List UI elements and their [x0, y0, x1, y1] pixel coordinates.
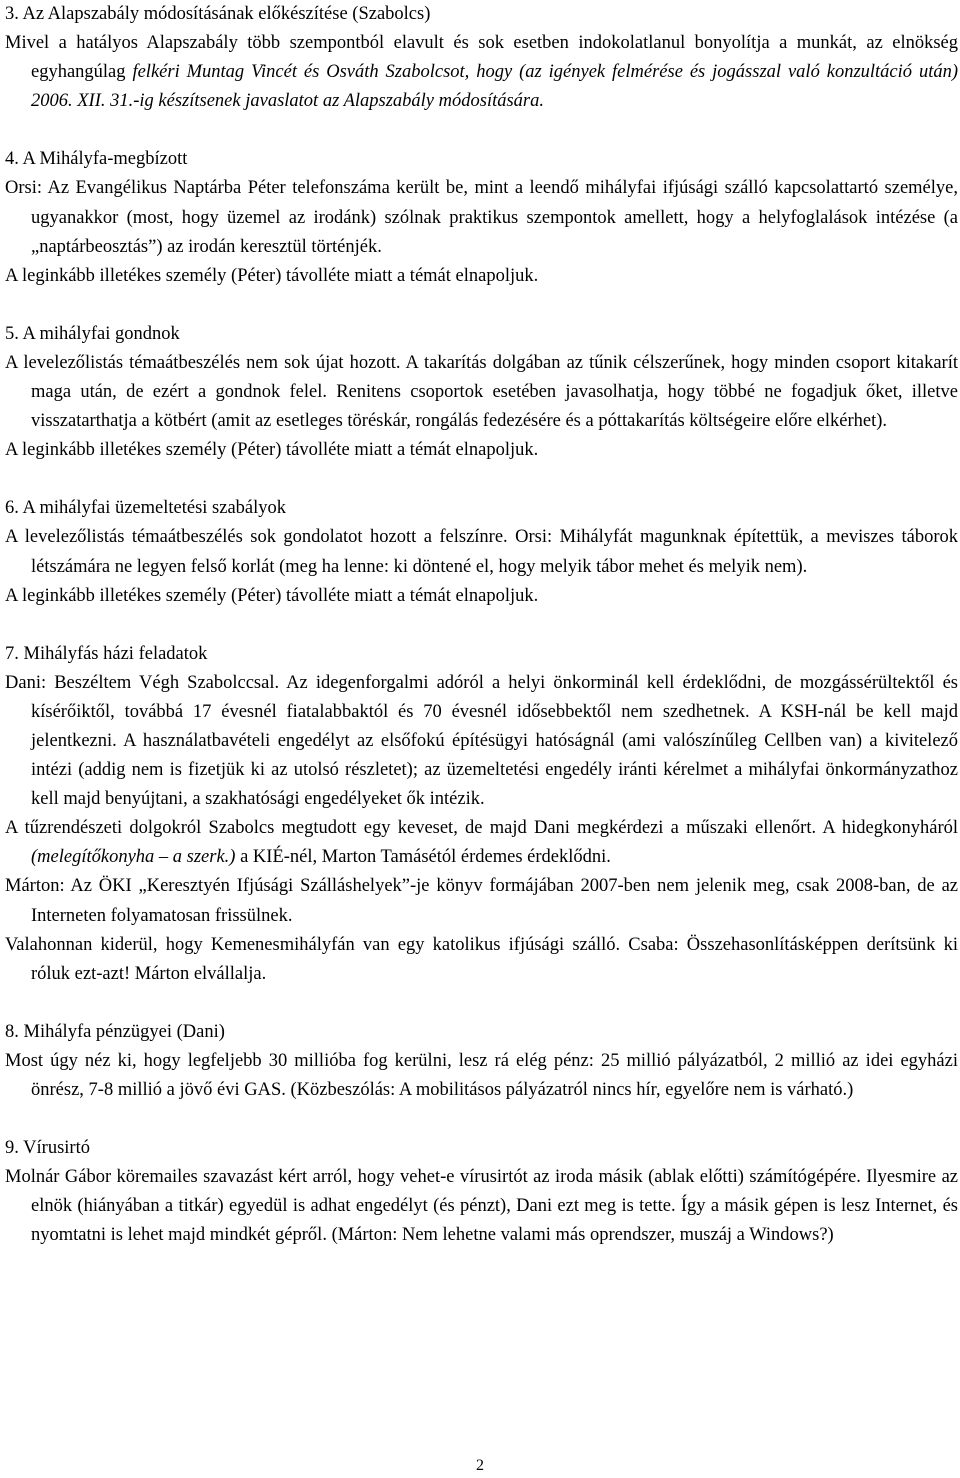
section-8-paragraph-1: Most úgy néz ki, hogy legfeljebb 30 millióba fog kerülni, lesz rá elég pénz: 25 millió pályázatból, 2 millió az idei egyházi önrész, 7-8 millió a jövő évi GAS. (Közbeszólás: A mobilitásos pályázatról nincs hír, egyelőre nem is várható.) — [5, 1050, 958, 1100]
page-number: 2 — [476, 1457, 484, 1474]
section-5-heading: 5. A mihályfai gondnok — [5, 323, 180, 344]
section-3-body-italic: felkéri Muntag Vincét és Osváth Szabolcsot, hogy (az igények felmérése és jogásszal való konzultáció után) 2006. XII. 31.-ig készítsenek javaslatot az Alapszabály módosítására. — [31, 62, 958, 112]
section-5-paragraph-2: A leginkább illetékes személy (Péter) távolléte miatt a témát elnapoljuk. — [5, 440, 539, 461]
section-4-paragraph-1: Orsi: Az Evangélikus Naptárba Péter telefonszáma került be, mint a leendő mihályfai ifjúsági szálló kapcsolattartó személye, ugyanakkor (most, hogy üzemel az irodánk) szólnak praktikus szempontok amellett, hogy a helyfoglalások intézése (a „naptárbeosztás”) az irodán keresztül történjék. — [5, 178, 958, 257]
section-3-heading: 3. Az Alapszabály módosításának előkészítése (Szabolcs) — [5, 4, 431, 24]
section-7-paragraph-3: Márton: Az ÖKI „Keresztyén Ifjúsági Szálláshelyek”-je könyv formájában 2007-ben nem jelenik meg, csak 2008-ban, de az Interneten folyamatosan frissülnek. — [5, 876, 958, 926]
section-4-paragraph-2: A leginkább illetékes személy (Péter) távolléte miatt a témát elnapoljuk. — [5, 265, 539, 286]
section-7-paragraph-1: Dani: Beszéltem Végh Szabolccsal. Az idegenforgalmi adóról a helyi önkorminál kell érdeklődni, de mozgássérültektől és kísérőiktől, továbbá 17 évesnél fiatalabbaktól és 70 évesnél idősebbektől nem szedhetnek. A KSH-nál be kell majd jelentkezni. A használatbavételi engedélyt az elsőfokú építésügyi hatóságnál (ami valószínűleg Cellben van) a kivitelező intézi (addig nem is fizetjük ki az utolsó részletet); az üzemeltetési engedély iránti kérelmet a mihályfai önkormányzathoz kell majd benyújtani, a szakhatósági engedélyeket ők intézik. — [5, 672, 958, 810]
section-7-p2-italic: (melegítőkonyha – a szerk.) — [31, 847, 236, 868]
section-3-body — [5, 29, 958, 116]
section-8-heading: 8. Mihályfa pénzügyei (Dani) — [5, 1021, 225, 1042]
section-7-heading: 7. Mihályfás házi feladatok — [5, 643, 208, 664]
section-9-paragraph-1: Molnár Gábor köremailes szavazást kért arról, hogy vehet-e vírusirtót az iroda másik (ablak előtti) számítógépére. Ilyesmire az elnök (hiányában a titkár) egyedül is adhat engedélyt (és pénzt), Dani ezt meg is tette. Így a másik gépen is lesz Internet, és nyomtatni is lehet majd mindkét gépről. (Márton: Nem lehetne valami más oprendszer, muszáj a Windows?) — [5, 1167, 958, 1246]
section-3-body-text: Mivel a hatályos Alapszabály több szempontból elavult és sok esetben indokolatlanul bonyolítja a munkát, az elnökség egyhangúlag — [5, 33, 958, 83]
section-6-paragraph-1: A levelezőlistás témaátbeszélés sok gondolatot hozott a felszínre. Orsi: Mihályfát magunknak építettük, a meviszes táborok létszámára ne legyen felső korlát (meg ha lenne: ki döntené el, hogy melyik tábor mehet és melyik nem). — [5, 527, 958, 577]
section-6-heading: 6. A mihályfai üzemeltetési szabályok — [5, 498, 287, 519]
section-7-p2-text-b: a KIÉ-nél, Marton Tamásétól érdemes érdeklődni. — [235, 847, 611, 868]
section-7-p2-text-a: A tűzrendészeti dolgokról Szabolcs megtudott egy keveset, de majd Dani megkérdezi a műszaki ellenőrt. A hidegkonyháról — [5, 818, 958, 839]
section-7-paragraph-2 — [5, 814, 958, 872]
section-7-paragraph-4: Valahonnan kiderül, hogy Kemenesmihályfán van egy katolikus ifjúsági szálló. Csaba: Összehasonlításképpen derítsünk ki róluk ezt-azt! Márton elvállalja. — [5, 934, 958, 984]
section-6-paragraph-2: A leginkább illetékes személy (Péter) távolléte miatt a témát elnapoljuk. — [5, 585, 539, 606]
section-4-heading: 4. A Mihályfa-megbízott — [5, 149, 188, 170]
section-9-heading: 9. Vírusirtó — [5, 1138, 90, 1159]
section-5-paragraph-1: A levelezőlistás témaátbeszélés nem sok újat hozott. A takarítás dolgában az tűnik célszerűnek, hogy minden csoport kitakarít maga után, de ezért a gondnok felel. Renitens csoportok esetében javasolhatja, hogy többé ne fogadjuk őket, illetve visszatarthatja a kötbért (amit az esetleges töréskár, rongálás fedezésére és a póttakarítás költségeire előre elkérhet). — [5, 352, 958, 432]
document-page — [5, 0, 958, 1250]
